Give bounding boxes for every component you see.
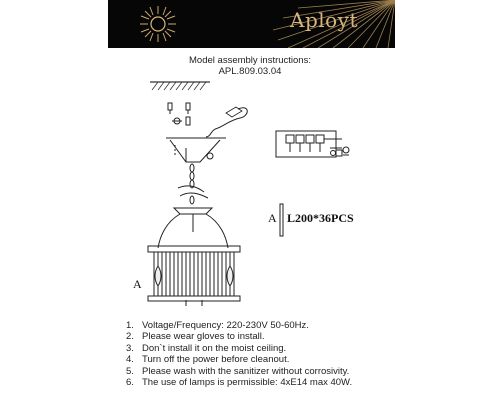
- instruction-item: 4. Turn off the power before cleanout.: [126, 354, 290, 366]
- instruction-item: 5. Please wash with the sanitizer without corrosivity.: [126, 365, 350, 377]
- instruction-item: 1. Voltage/Frequency: 220-230V 50-60Hz.: [126, 320, 309, 331]
- ground-icon: [343, 147, 349, 155]
- brand-name: Aployt: [290, 8, 359, 32]
- part-spec: L200*36PCS: [287, 211, 354, 225]
- instruction-item: 2. Please wear gloves to install.: [126, 331, 265, 343]
- instruction-item: 6. The use of lamps is permissible: 4xE14 max 40W.: [126, 377, 353, 389]
- part-label-a-legend: A: [268, 211, 277, 225]
- instructions-list: [126, 320, 352, 388]
- instruction-item: 3. Don`t install it on the moist ceiling.: [126, 342, 287, 354]
- chandelier-icon: [148, 208, 240, 306]
- chain-icon: [178, 164, 208, 204]
- part-label-a-drawing: A: [133, 277, 142, 291]
- crystal-rod-icon: [280, 204, 283, 236]
- screw-icon: [168, 103, 190, 125]
- ceiling-hatch: [150, 82, 210, 90]
- canopy-icon: [166, 138, 226, 162]
- document-title: Model assembly instructions:: [189, 55, 311, 66]
- terminal-block-icon: [276, 131, 342, 157]
- model-number: APL.809.03.04: [218, 66, 282, 77]
